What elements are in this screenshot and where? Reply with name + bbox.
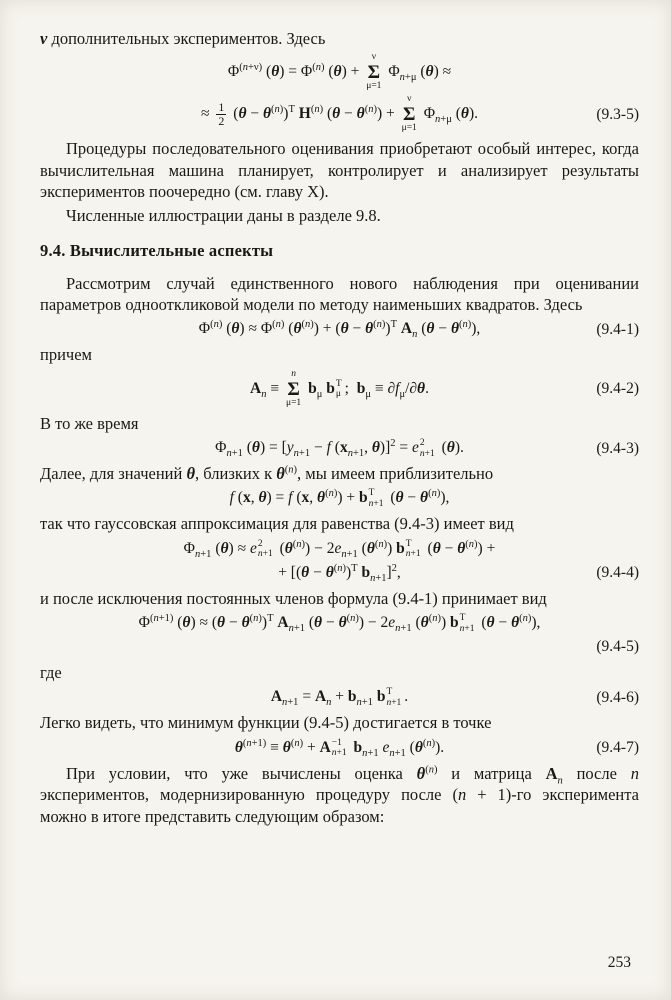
paragraph: причем	[40, 345, 92, 365]
paragraph: В то же время	[40, 413, 139, 433]
formula-block	[40, 687, 639, 708]
paragraph: и после исключения постоянных членов формула (9.4-1) принимает вид	[40, 588, 547, 608]
equation-number: (9.4-4)	[596, 564, 639, 582]
equation-number: (9.4-7)	[596, 739, 639, 757]
formula-block	[40, 438, 639, 459]
formula-line: $\Phi^{(n)}$ $(\theta) \approx \Phi^{(n)}$ $(\theta^{(n)}) + (\theta - \theta^{(n)})^T$ $A_n$ $(\theta - \theta^{(n)})$, (9.4-1)	[198, 319, 639, 341]
formula-line: ≈ $\frac{1}{2}$ $(\theta - \theta^{(n)})^T$ $H^{(n)}$ $(\theta - \theta^{(n)})$ + ν Σ μ=1 $\Phi_{n+\mu}$ (θ). (9.3-5)	[201, 94, 639, 134]
equation-number: (9.4-5)	[596, 638, 639, 656]
paragraph: ν дополнительных экспериментов. Здесь	[40, 29, 326, 48]
paragraph: Далее, для значений θ, близких к $\theta^{(n)}$, мы имеем приблизительно	[40, 464, 494, 484]
equation-number: (9.3-5)	[596, 105, 639, 123]
formula-line: $\Phi^{(n+\nu)}$ $(\theta) = \Phi^{(n)}$ (θ) + ν Σ μ=1 $\Phi_{n+\mu}$ (θ) ≈	[227, 52, 452, 92]
formula-block	[40, 613, 639, 658]
formula-line: $A_n$ ≡ n Σ μ=1 $b_\mu$ b T μ ; $b_\mu \equiv \partial f_\mu/\partial\theta$. (9.4-2)	[250, 368, 639, 408]
page-number: 253	[607, 954, 631, 971]
paragraph: Процедуры последовательного оценивания приобретают особый интерес, когда вычислительная машина планирует, контролирует и анализирует результаты экспериментов поочередно (см. главу X).	[40, 139, 639, 202]
formula-line: $\Phi_{n+1}$ $(\theta) = [y_{n+1} - f$ ($x_{n+1}$, θ)]$^2$ = e 2 n+1 (θ). (9.4-3)	[215, 437, 639, 460]
formula-line: + [$(\theta - \theta^{(n)})^T$ $b_{n+1}]^2$, (9.4-4)	[278, 562, 639, 584]
paragraph: так что гауссовская аппроксимация для равенства (9.4-3) имеет вид	[40, 514, 514, 534]
paragraph: При условии, что уже вычислены оценка $\theta^{(n)}$ и матрица $A_n$ после n экспериментов, модернизированную процедуру после (n + 1)-го эксперимента можно в итоге представить следующим образом:	[40, 763, 639, 826]
equation-number: (9.4-6)	[596, 688, 639, 706]
formula-block	[40, 319, 639, 340]
paragraph: Легко видеть, что минимум функции (9.4-5) достигается в точке	[40, 713, 492, 733]
formula-block	[40, 370, 639, 409]
formula-block	[40, 488, 639, 509]
formula-line: $\Phi_{n+1}$ (θ) ≈ e 2 n+1 $(\theta^{(n)}) - 2e_{n+1}$ $(\theta^{(n)})$ b T n+1 $(\theta - \theta^{(n)})$ +	[183, 538, 496, 560]
paragraph: где	[40, 662, 62, 682]
formula-line: f (x, θ) = f (x, $\theta^{(n)}) + b$ T n+1 $(\theta - \theta^{(n)})$,	[229, 488, 450, 509]
paragraph: Рассмотрим случай единственного нового наблюдения при оценивании параметров однооткликовой модели по методу наименьших квадратов. Здесь	[40, 273, 639, 314]
page-content	[40, 28, 639, 827]
formula-block	[40, 53, 639, 134]
formula-block	[40, 539, 639, 584]
equation-number: (9.4-3)	[596, 439, 639, 457]
paragraph: Численные иллюстрации даны в разделе 9.8.	[66, 205, 381, 225]
section-heading: 9.4. Вычислительные аспекты	[40, 241, 274, 261]
equation-number: (9.4-2)	[596, 380, 639, 398]
formula-block	[40, 738, 639, 759]
formula-line	[40, 637, 639, 658]
formula-line: $\Phi^{(n+1)}$ $(\theta) \approx (\theta - \theta^{(n)})^T$ $A_{n+1}$ $(\theta - \theta^{(n)}) - 2e_{n+1}$ $(\theta^{(n)})$ b T n+1 $(\theta - \theta^{(n)})$,	[138, 612, 541, 635]
equation-number: (9.4-1)	[596, 320, 639, 338]
formula-line: $\theta^{(n+1)} \equiv \theta^{(n)} + A$ −1 n+1 $b_{n+1}$ $e_{n+1}$ $(\theta^{(n)})$. (9.4-7)	[234, 737, 639, 759]
formula-line: $A_{n+1} = A_n + b_{n+1}$ b T n+1 . (9.4-6)	[270, 687, 639, 709]
